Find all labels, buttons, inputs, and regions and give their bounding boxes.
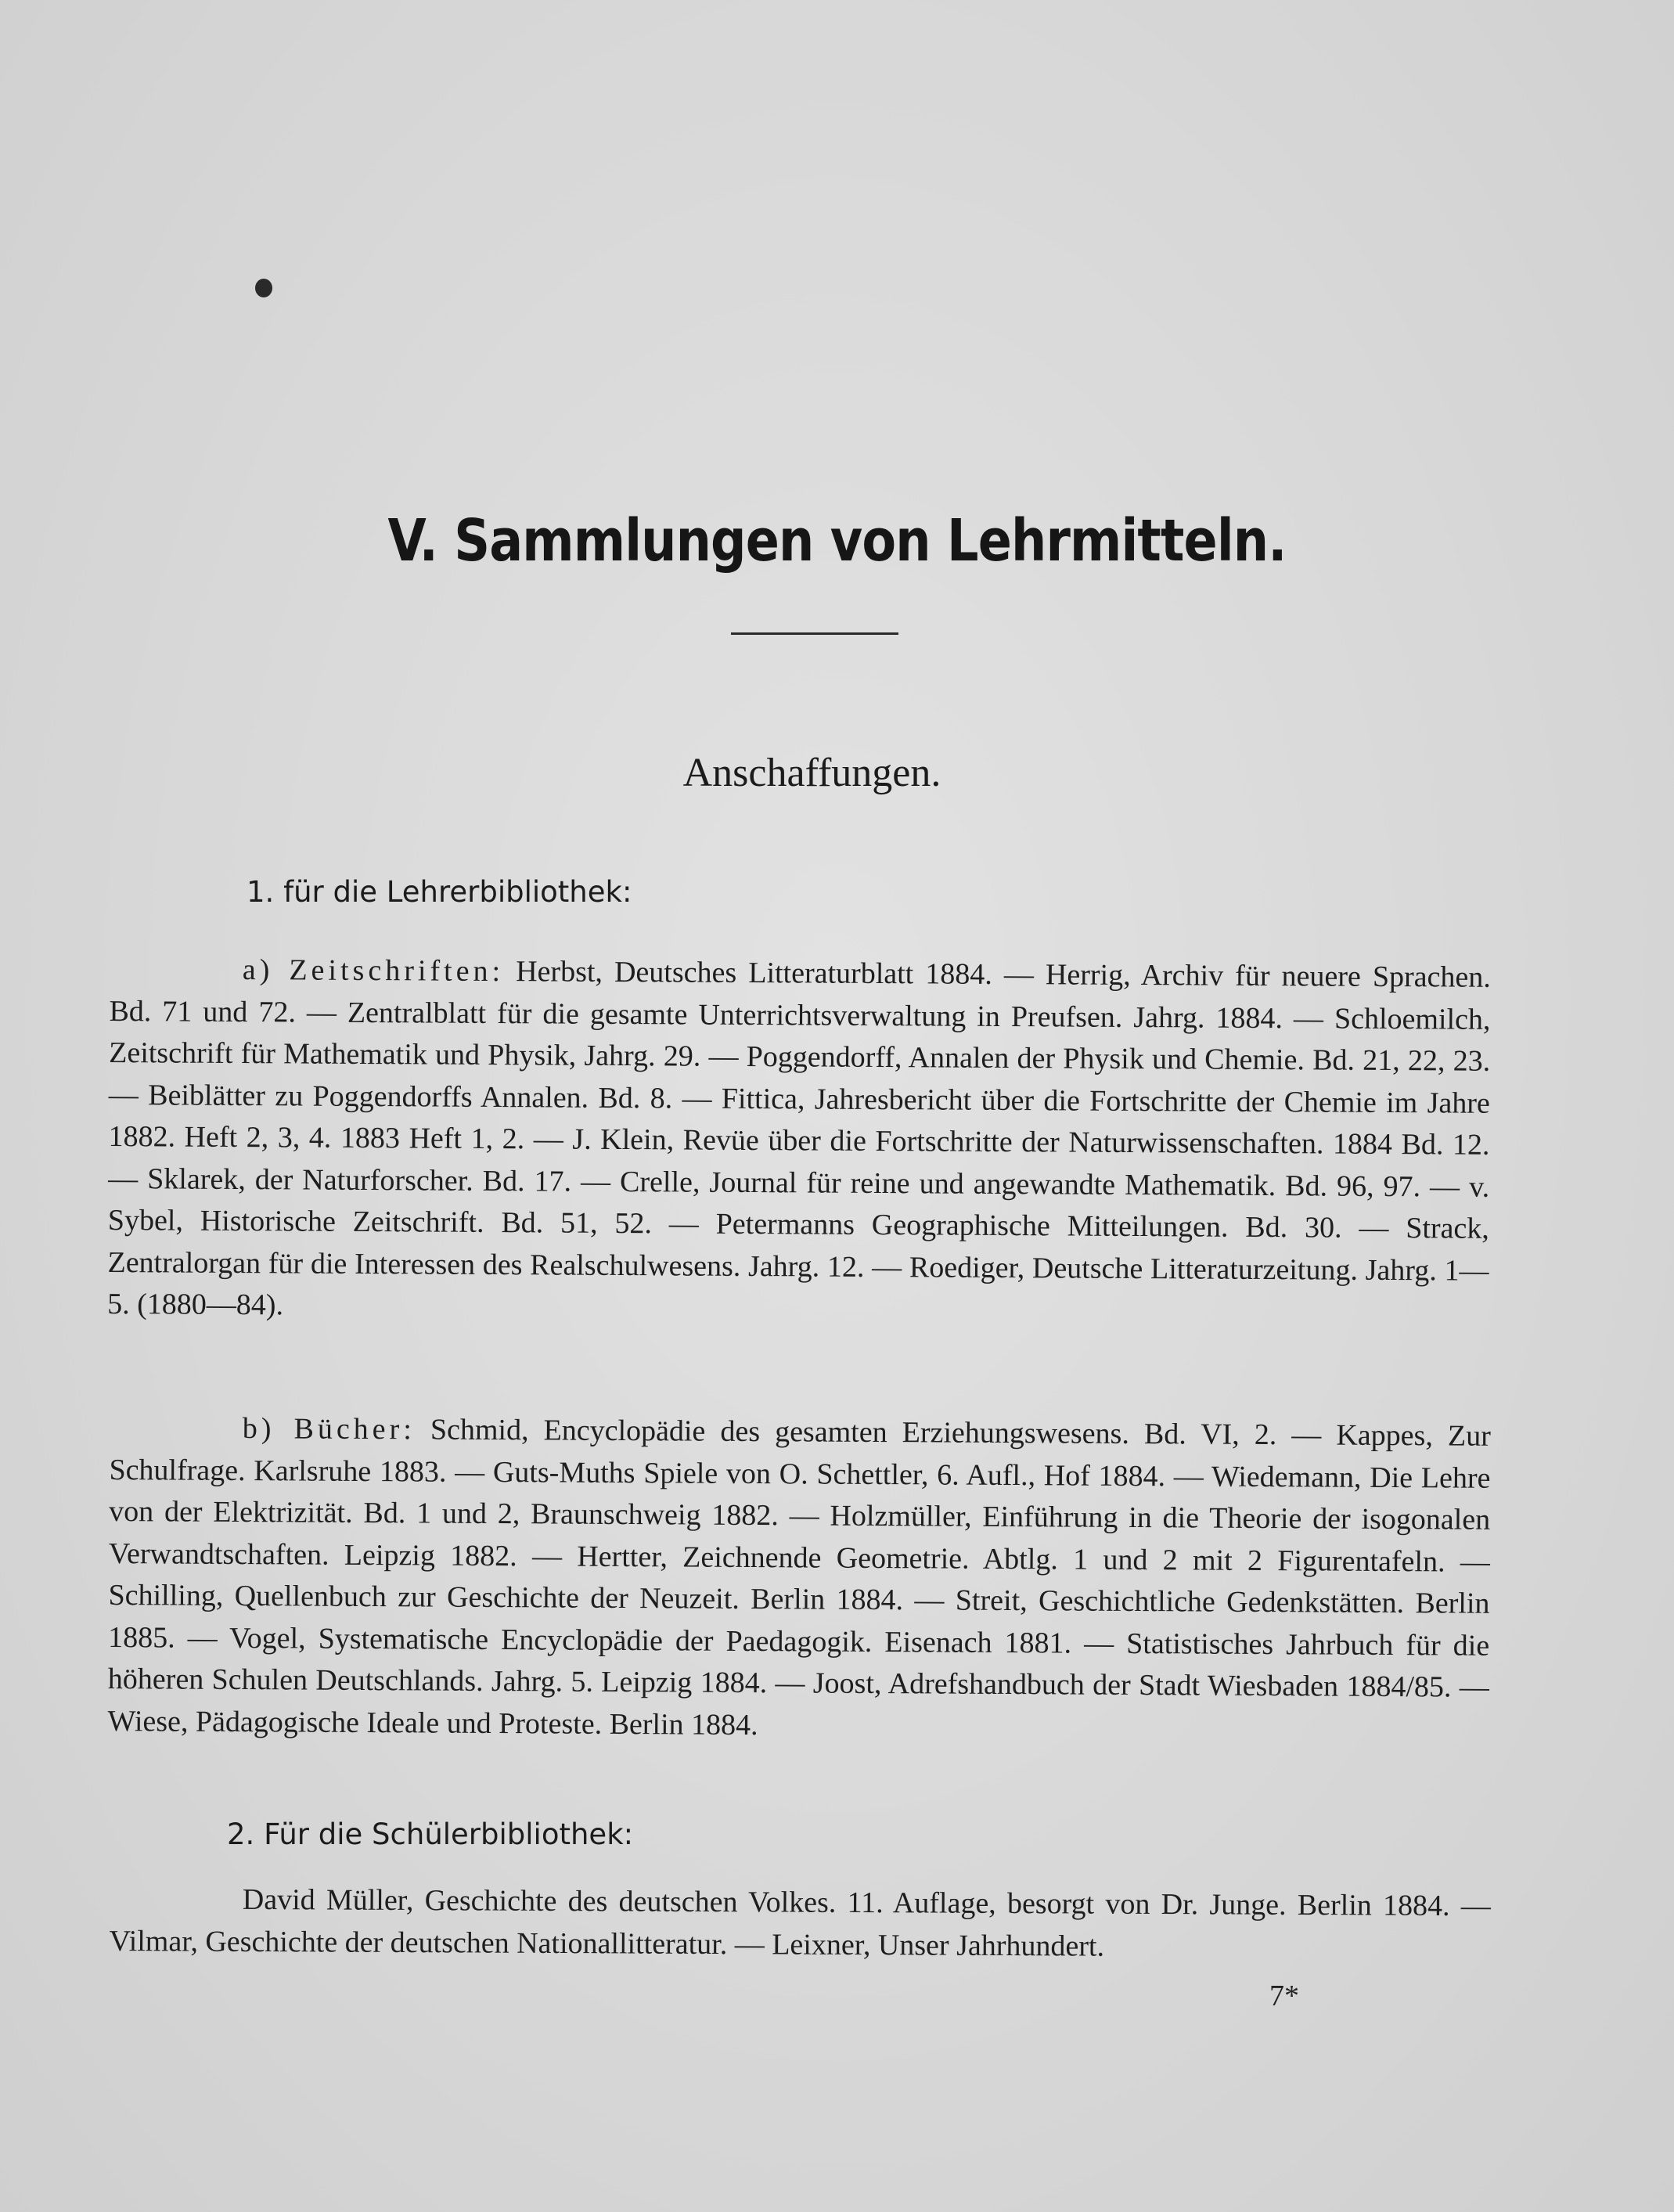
page-title: V. Sammlungen von Lehrmitteln.	[387, 507, 1287, 575]
ink-speck	[255, 279, 272, 297]
title-divider	[731, 632, 898, 635]
page-number: 7*	[1269, 1980, 1299, 2012]
text-books: Schmid, Encyclopädie des gesamten Erziehungswesens. Bd. VI, 2. — Kappes, Zur Schulfrage. Karlsruhe 1883. — Guts-Muths Spiele von O. Schettler, 6. Aufl., Hof 1884. — Wiedemann, Die Lehre von der Elektrizität. Bd. 1 und 2, Braunschweig 1882. — Holzmüller, Einführung in die Theorie der isogonalen Verwandtschaften. Leipzig 1882. — Hertter, Zeichnende Geometrie. Abtlg. 1 und 2 mit 2 Figurentafeln. — Schilling, Quellenbuch zur Geschichte der Neuzeit. Berlin 1884. — Streit, Geschichtliche Gedenkstätten. Berlin 1885. — Vogel, Systematische Encyclopädie der Paedagogik. Eisenach 1881. — Statistisches Jahrbuch für die höheren Schulen Deutschlands. Jahrg. 5. Leipzig 1884. — Joost, Adrefshandbuch der Stadt Wiesbaden 1884/85. — Wiese, Pädagogische Ideale und Proteste. Berlin 1884.	[107, 1413, 1491, 1742]
label-books: b) Bücher:	[242, 1412, 416, 1446]
paragraph-periodicals	[107, 949, 1491, 1334]
section-subtitle: Anschaffungen.	[682, 751, 941, 795]
label-periodicals: a) Zeitschriften:	[242, 953, 505, 989]
text-periodicals: Herbst, Deutsches Litteraturblatt 1884. — Herrig, Archiv für neuere Sprachen. Bd. 71 und 72. — Zentralblatt für die gesamte Unterrichtsverwaltung in Preufsen. Jahrg. 1884. — Schloemilch, Zeitschrift für Mathematik und Physik, Jahrg. 29. — Poggendorff, Annalen der Physik und Chemie. Bd. 21, 22, 23. — Beiblätter zu Poggendorffs Annalen. Bd. 8. — Fittica, Jahresbericht über die Fortschritte der Chemie im Jahre 1882. Heft 2, 3, 4. 1883 Heft 1, 2. — J. Klein, Revüe über die Fortschritte der Naturwissenschaften. 1884 Bd. 12. — Sklarek, der Naturforscher. Bd. 17. — Crelle, Journal für reine und angewandte Mathematik. Bd. 96, 97. — v. Sybel, Historische Zeitschrift. Bd. 51, 52. — Petermanns Geographische Mitteilungen. Bd. 30. — Strack, Zentralorgan für die Interessen des Realschulwesens. Jahrg. 12. — Roediger, Deutsche Litteraturzeitung. Jahrg. 1—5. (1880—84).	[107, 955, 1491, 1322]
heading-student-library: 2. Für die Schülerbibliothek:	[227, 1818, 634, 1851]
paragraph-student-books	[109, 1879, 1491, 1969]
heading-teacher-library: 1. für die Lehrerbibliothek:	[247, 875, 632, 909]
text-student-books: David Müller, Geschichte des deutschen Volkes. 11. Auflage, besorgt von Dr. Junge. Berlin 1884. — Vilmar, Geschichte der deutschen Nationallitteratur. — Leixner, Unser Jahrhundert.	[109, 1882, 1491, 1963]
paragraph-books	[107, 1407, 1491, 1751]
